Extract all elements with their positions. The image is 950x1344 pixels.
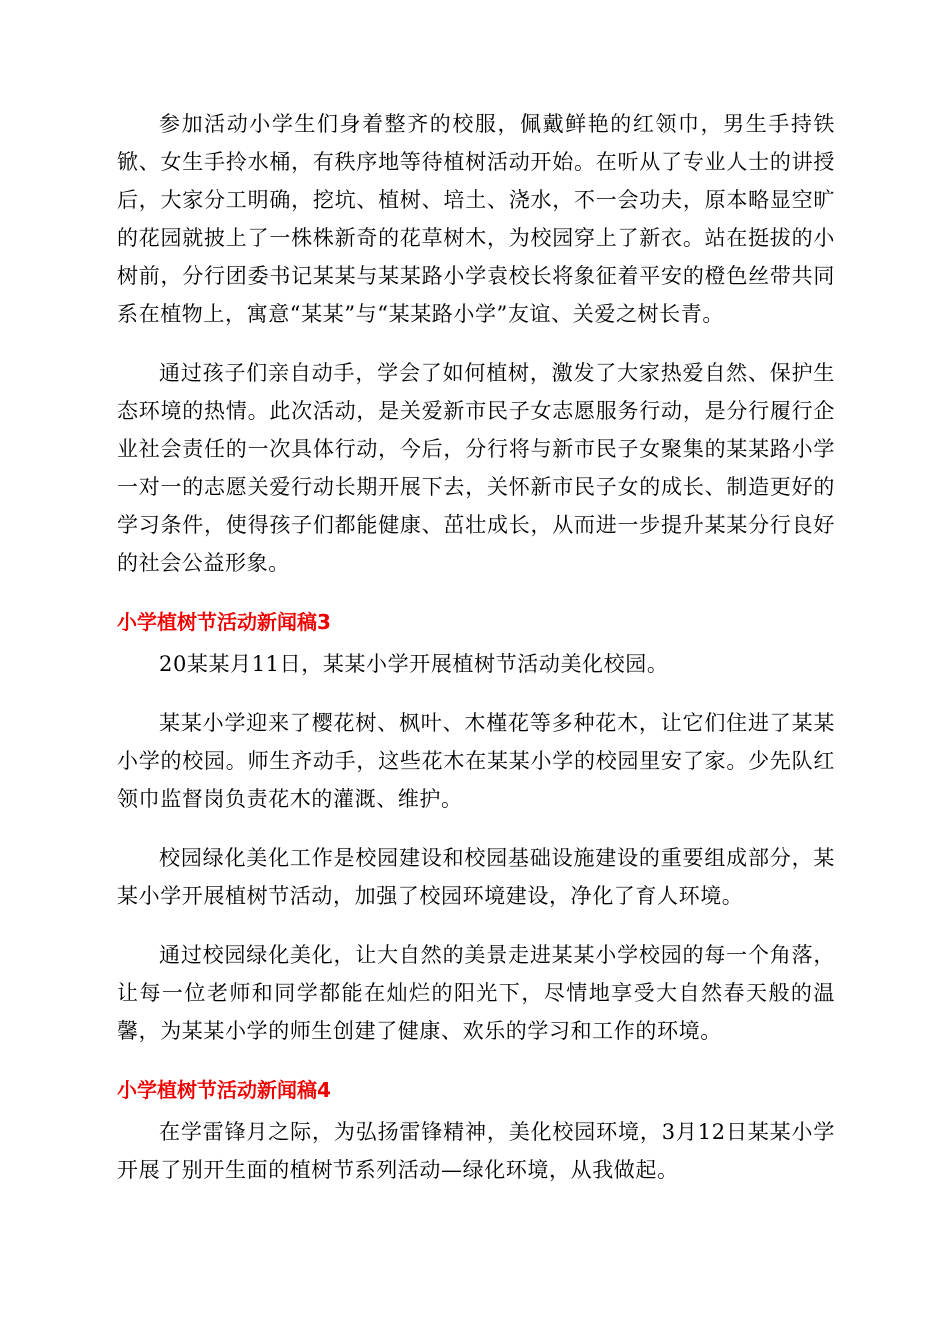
- document-page: [117, 105, 835, 1210]
- section-heading-4: 小学植树节活动新闻稿4: [117, 1078, 331, 1102]
- paragraph-activity-meaning: 通过孩子们亲自动手，学会了如何植树，激发了大家热爱自然、保护生态环境的热情。此次活动，是关爱新市民子女志愿服务行动，是分行履行企业社会责任的一次具体行动，今后，分行将与新市民子女聚集的某某路小学一对一的志愿关爱行动长期开展下去，关怀新市民子女的成长、制造更好的学习条件，使得孩子们都能健康、茁壮成长，从而进一步提升某某分行良好的社会公益形象。: [117, 361, 835, 575]
- paragraph-date-intro: 20某某月11日，某某小学开展植树节活动美化校园。: [159, 652, 669, 676]
- paragraph-greening-work: 校园绿化美化工作是校园建设和校园基础设施建设的重要组成部分，某某小学开展植树节活动，加强了校园环境建设，净化了育人环境。: [117, 846, 835, 908]
- section-heading-3: 小学植树节活动新闻稿3: [117, 610, 331, 634]
- paragraph-greening-effect: 通过校园绿化美化，让大自然的美景走进某某小学校园的每一个角落，让每一位老师和同学都能在灿烂的阳光下，尽情地享受大自然春天般的温馨，为某某小学的师生创建了健康、欢乐的学习和工作的环境。: [117, 943, 835, 1043]
- paragraph-flowers: 某某小学迎来了樱花树、枫叶、木槿花等多种花木，让它们住进了某某小学的校园。师生齐动手，这些花木在某某小学的校园里安了家。少先队红领巾监督岗负责花木的灌溉、维护。: [117, 711, 835, 811]
- paragraph-activity-scene: 参加活动小学生们身着整齐的校服，佩戴鲜艳的红领巾，男生手持铁锨、女生手拎水桶，有秩序地等待植树活动开始。在听从了专业人士的讲授后，大家分工明确，挖坑、植树、培土、浇水，不一会功夫，原本略显空旷的花园就披上了一株株新奇的花草树木，为校园穿上了新衣。站在挺拔的小树前，分行团委书记某某与某某路小学袁校长将象征着平安的橙色丝带共同系在植物上，寓意“某某”与“某某路小学”友谊、关爱之树长青。: [117, 112, 835, 326]
- paragraph-leifeng-month: 在学雷锋月之际，为弘扬雷锋精神，美化校园环境，3月12日某某小学开展了别开生面的植树节系列活动—绿化环境，从我做起。: [117, 1120, 835, 1182]
